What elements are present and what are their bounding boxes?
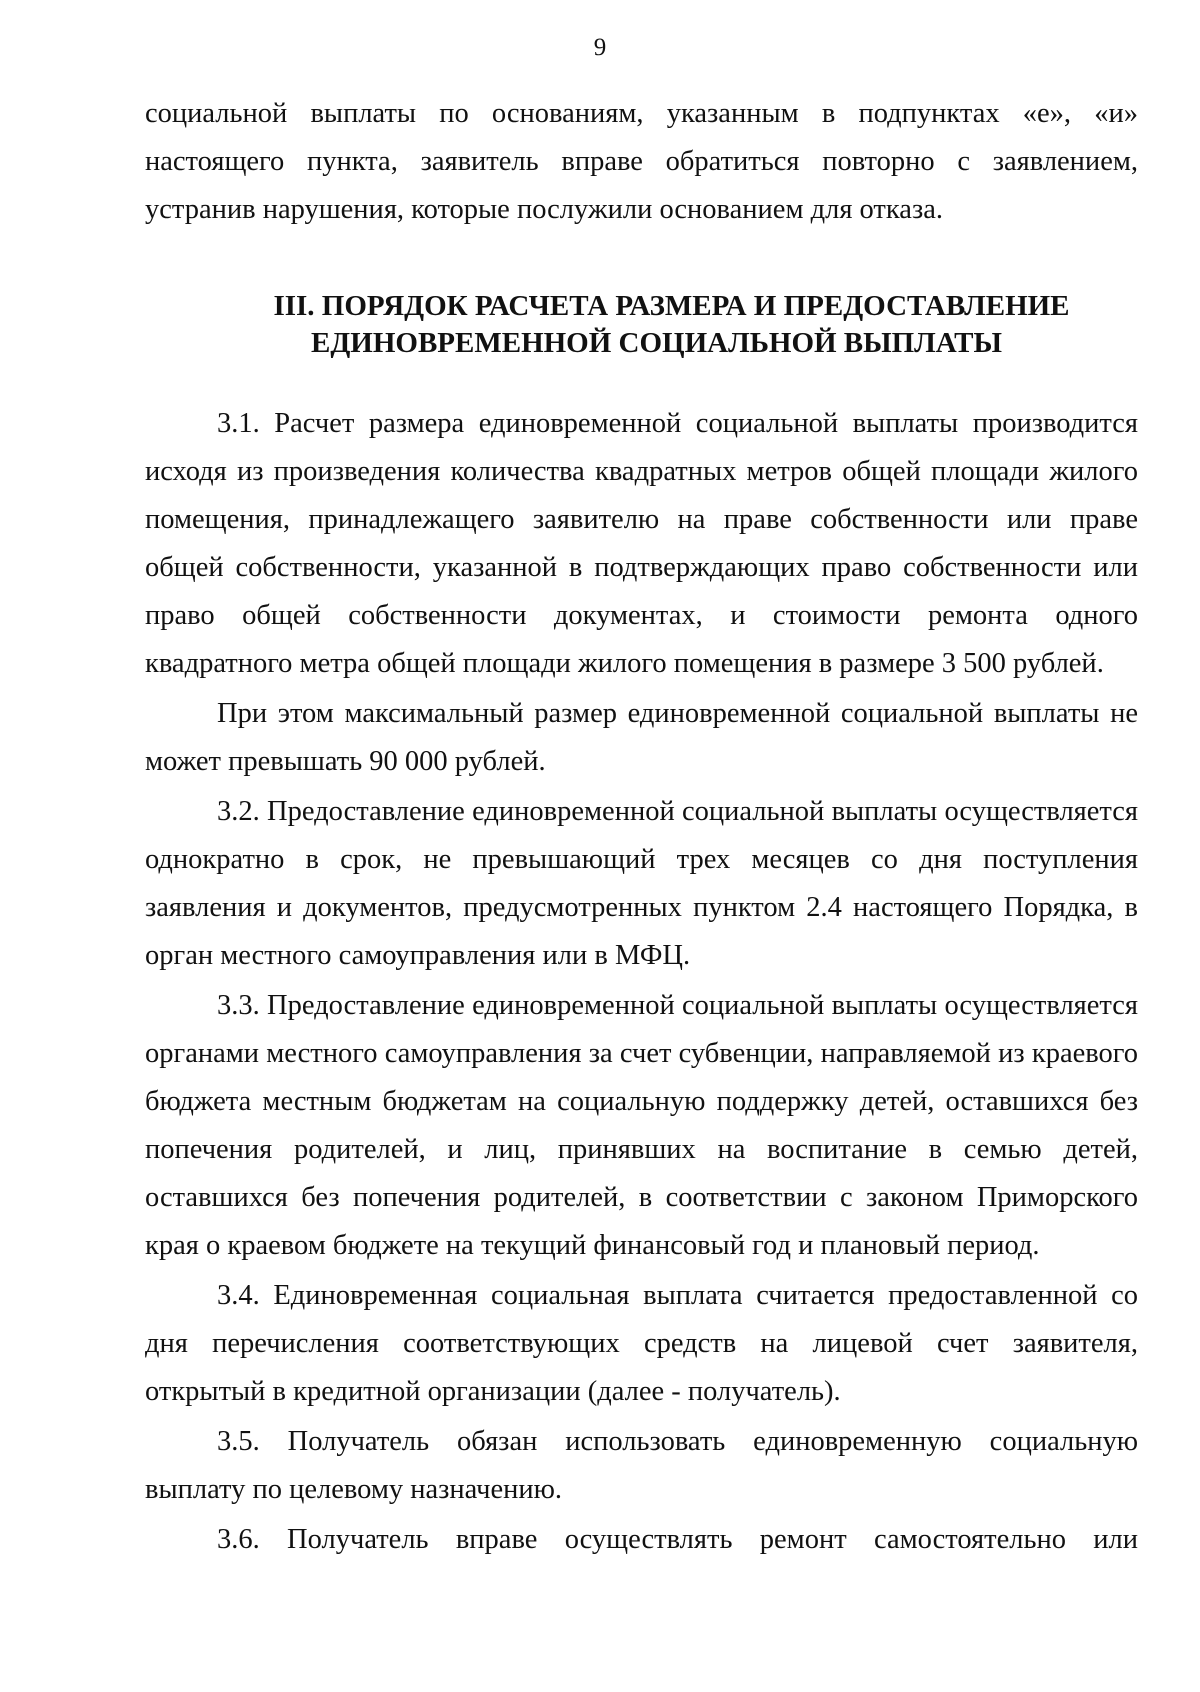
- paragraph-3-5: 3.5. Получатель обязан использовать единовременную социальную выплату по целевому назначению.: [145, 1426, 1138, 1505]
- section-title-line-2: ЕДИНОВРЕМЕННОЙ СОЦИАЛЬНОЙ ВЫПЛАТЫ: [310, 327, 1002, 359]
- section-title-line-1: III. ПОРЯДОК РАСЧЕТА РАЗМЕРА И ПРЕДОСТАВЛЕНИЕ: [273, 290, 1070, 322]
- intro-paragraph: социальной выплаты по основаниям, указанным в подпунктах «е», «и» настоящего пункта, заявитель вправе обратиться повторно с заявлением, устранив нарушения, которые послужили основанием для отказа.: [145, 98, 1138, 225]
- paragraph-3-2: 3.2. Предоставление единовременной социальной выплаты осуществляется однократно в срок, не превышающий трех месяцев со дня поступления заявления и документов, предусмотренных пунктом 2.4 настоящего Порядка, в орган местного самоуправления или в МФЦ.: [145, 796, 1138, 971]
- section-title: [145, 288, 1138, 362]
- paragraph-3-4: 3.4. Единовременная социальная выплата считается предоставленной со дня перечисления соответствующих средств на лицевой счет заявителя, открытый в кредитной организации (далее - получатель).: [145, 1280, 1138, 1407]
- paragraph-3-1: 3.1. Расчет размера единовременной социальной выплаты производится исходя из произведения количества квадратных метров общей площади жилого помещения, принадлежащего заявителю на праве собственности или праве общей собственности, указанной в подтверждающих право собственности или право общей собственности документах, и стоимости ремонта одного квадратного метра общей площади жилого помещения в размере 3 500 рублей.: [145, 408, 1138, 679]
- document-body: [145, 90, 1138, 1564]
- paragraph-3-6: 3.6. Получатель вправе осуществлять ремонт самостоятельно или: [217, 1524, 1138, 1555]
- paragraph-max-amount: При этом максимальный размер единовременной социальной выплаты не может превышать 90 000 рублей.: [145, 698, 1138, 777]
- page-number: 9: [593, 34, 607, 61]
- paragraph-3-3: 3.3. Предоставление единовременной социальной выплаты осуществляется органами местного самоуправления за счет субвенции, направляемой из краевого бюджета местным бюджетам на социальную поддержку детей, оставшихся без попечения родителей, и лиц, принявших на воспитание в семью детей, оставшихся без попечения родителей, в соответствии с законом Приморского края о краевом бюджете на текущий финансовый год и плановый период.: [145, 990, 1138, 1261]
